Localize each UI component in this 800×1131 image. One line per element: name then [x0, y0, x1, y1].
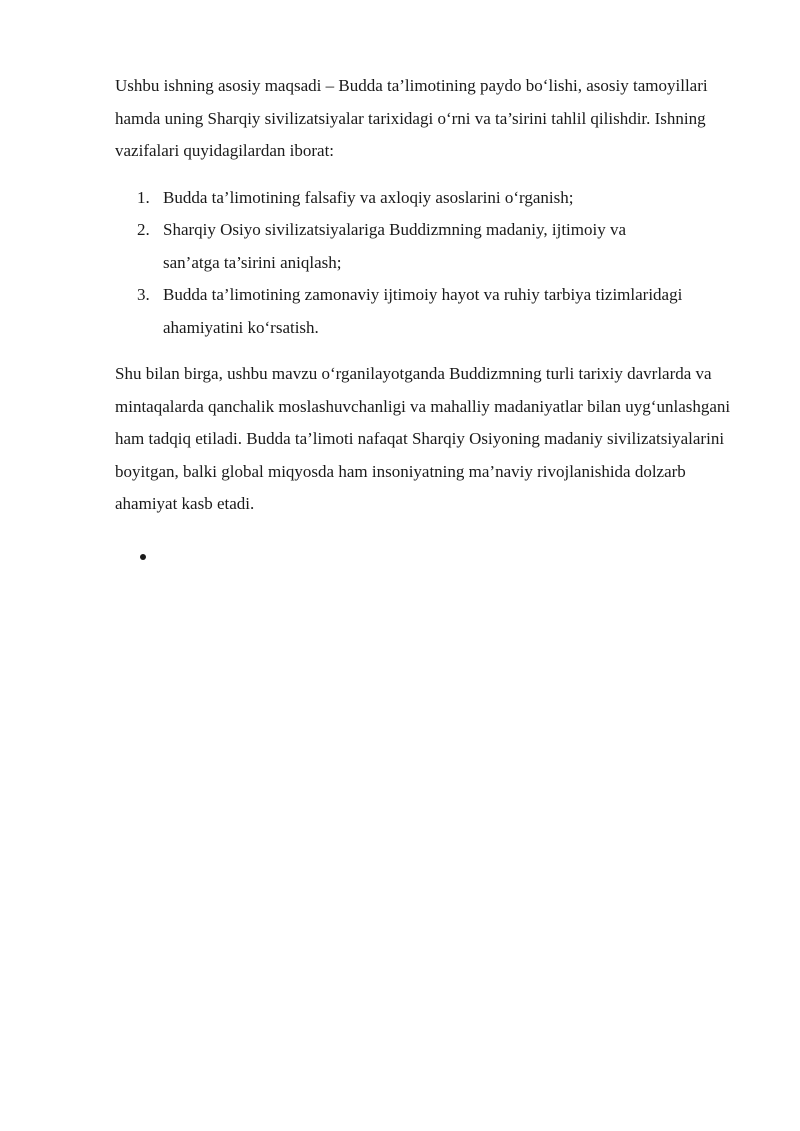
list-item-number: 3. [137, 285, 150, 304]
empty-bullet-item [115, 541, 740, 573]
tasks-list [115, 182, 740, 345]
intro-paragraph: Ushbu ishning asosiy maqsadi – Budda ta’limotining paydo bo‘lishi, asosiy tamoyillari hamda uning Sharqiy sivilizatsiyalar tarixidagi o‘rni va ta’sirini tahlil qilishdir. Ishning vazifalari quyidagilardan iborat: [115, 76, 708, 160]
list-item-number: 2. [137, 220, 150, 239]
list-item-number: 1. [137, 187, 150, 207]
list-item-text: Budda ta’limotining falsafiy va axloqiy asoslarini o‘rganish; [163, 187, 574, 207]
list-item-text: Budda ta’limotining zamonaviy ijtimoiy hayot va ruhiy tarbiya tizimlaridagi ahamiyatini ko‘rsatish. [163, 285, 683, 337]
document-page [115, 70, 740, 573]
list-item-text: Sharqiy Osiyo sivilizatsiyalariga Buddizmning madaniy, ijtimoiy va san’atga ta’sirini aniqlash; [163, 220, 627, 272]
list-item [115, 182, 740, 215]
list-item [115, 214, 740, 279]
bullet-icon [140, 554, 146, 560]
list-item [115, 279, 740, 344]
conclusion-paragraph: Shu bilan birga, ushbu mavzu o‘rganilayotganda Buddizmning turli tarixiy davrlarda va mintaqalarda qanchalik moslashuvchanligi va mahalliy madaniyatlar bilan uyg‘unlashgani ham tadqiq etiladi. Budda ta’limoti nafaqat Sharqiy Osiyoning madaniy sivilizatsiyalarini boyitgan, balki global miqyosda ham insoniyatning ma’naviy rivojlanishida dolzarb ahamiyat kasb etadi. [115, 364, 731, 513]
